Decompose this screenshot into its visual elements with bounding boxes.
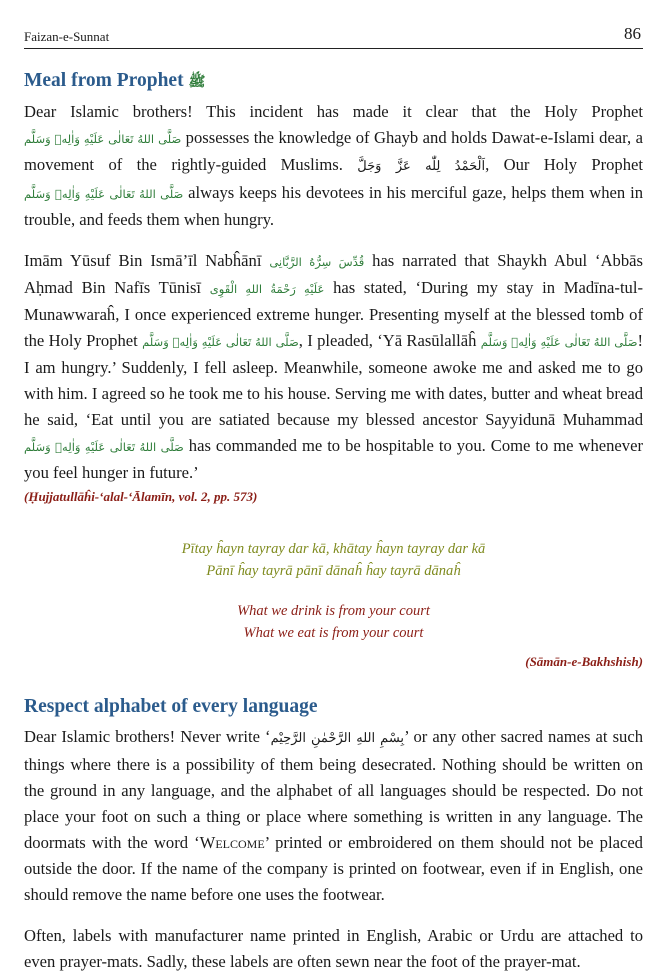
text-run: has commanded me to be hospitable to you. Come to me whenever you feel hunger in future.’ bbox=[24, 436, 643, 482]
poem-source: (Sāmān-e-Bakhshish) bbox=[525, 654, 643, 669]
running-header bbox=[24, 26, 643, 49]
text-run: has stated, ‘During my stay in Madīna-tul-Munawwaraĥ, I once experienced extreme hunger. Presenting myself at the blessed tomb of the Holy Prophet bbox=[24, 278, 643, 350]
text-run: ’ or any other sacred names at such things where there is a possibility of them being desecrated. Nothing should be written on the ground in any language, and the alphabet of all languages should be respected. Do not place your foot on such a thing or place where something is written in any language. The doormats with the word ‘ bbox=[24, 727, 643, 852]
poem-translation-line: What we eat is from your court bbox=[243, 625, 424, 641]
praise-calligraphy: اَلْحَمْدُ لِلّٰه عَزَّ وَجَلَّ bbox=[357, 159, 486, 174]
section-heading-meal-from-prophet bbox=[24, 68, 643, 95]
text-run: , I pleaded, ‘Yā Rasūlallāĥ bbox=[298, 331, 481, 350]
text-run: Imām Yūsuf Bin Ismā’īl Nabĥānī bbox=[24, 251, 270, 270]
poem-line: Pītay ĥayn tayray dar kā, khātay ĥayn tayray dar kā bbox=[181, 541, 486, 557]
salutation-calligraphy: صَلَّى اللهُ تَعَالٰى عَلَيْهِ وَاٰلِهٖ وَسَلَّم bbox=[142, 335, 299, 349]
paragraph-prayer-mats: Often, labels with manufacturer name printed in English, Arabic or Urdu are attached to even prayer-mats. Sadly, these labels are often sewn near the foot of the prayer-mat. bbox=[24, 926, 643, 971]
page-number: 86 bbox=[624, 24, 641, 43]
poem-translation-line: What we drink is from your court bbox=[237, 603, 430, 619]
text-run: Dear Islamic brothers! Never write ‘ bbox=[24, 727, 271, 746]
honorific-calligraphy: قُدِّسَ سِرُّهُ الرَّبَّانِی bbox=[269, 255, 365, 269]
text-run: always keeps his devotees in his merciful gaze, helps them when in trouble, and feeds them when hungry. bbox=[24, 183, 643, 229]
text-run: possesses the knowledge of Ghayb and holds Dawat-e-Islami dear, a movement of the rightly-guided Muslims. bbox=[24, 128, 643, 174]
salutation-calligraphy: صَلَّى اللهُ تَعَالٰى عَلَيْهِ وَاٰلِهٖ وَسَلَّم bbox=[480, 335, 638, 349]
text-run: has narrated that Shaykh Abul ‘Abbās Aḥmad Bin Nafīs Tūnisī bbox=[24, 251, 643, 297]
salutation-calligraphy: ﷺ bbox=[188, 74, 206, 90]
text-run: ’ printed or embroidered on them should not be placed outside the door. If the name of the company is printed on footwear, even if in English, one should remove the name before one uses the footwear. bbox=[24, 833, 643, 904]
salutation-calligraphy: صَلَّى اللهُ تَعَالٰى عَلَيْهِ وَاٰلِهٖ وَسَلَّم bbox=[24, 440, 184, 454]
page-content bbox=[24, 68, 643, 975]
salutation-calligraphy: صَلَّى اللهُ تَعَالٰى عَلَيْهِ وَاٰلِهٖ وَسَلَّم bbox=[24, 187, 184, 201]
section-heading-respect-alphabet: Respect alphabet of every language bbox=[24, 696, 318, 717]
reference-citation: (Ḥujjatullāĥi-‘alal-‘Ālamīn, vol. 2, pp. 573) bbox=[24, 489, 258, 504]
book-title: Faizan-e-Sunnat bbox=[24, 29, 110, 44]
salutation-calligraphy: صَلَّى اللهُ تَعَالٰى عَلَيْهِ وَاٰلِهٖ وَسَلَّم bbox=[24, 132, 182, 146]
poem-line: Pānī ĥay tayrā pānī dānaĥ ĥay tayrā dānaĥ bbox=[206, 563, 461, 579]
paragraph-incident bbox=[24, 99, 643, 233]
paragraph-narration bbox=[24, 248, 643, 486]
text-run: Dear Islamic brothers! This incident has made it clear that the Holy Prophet bbox=[24, 102, 643, 121]
bismillah-calligraphy: بِسْمِ اللهِ الرَّحْمٰنِ الرَّحِيْم bbox=[270, 731, 405, 746]
poem-block bbox=[24, 538, 643, 644]
honorific-calligraphy: عَلَيْهِ رَحْمَةُ اللهِ الْقَوِی bbox=[209, 282, 325, 296]
text-run: ! I am hungry.’ Suddenly, I fell asleep. Meanwhile, someone awoke me and asked me to go with him. I agreed so he took me to his house. Serving me with dates, butter and wheat bread he said, ‘Eat until you are satiated because my blessed ancestor Sayyidunā Muhammad bbox=[24, 331, 643, 429]
text-run: , Our Holy Prophet bbox=[485, 155, 644, 174]
welcome-word: Welcome bbox=[199, 833, 265, 852]
heading-text: Meal from Prophet bbox=[24, 70, 184, 91]
paragraph-never-write bbox=[24, 724, 643, 908]
